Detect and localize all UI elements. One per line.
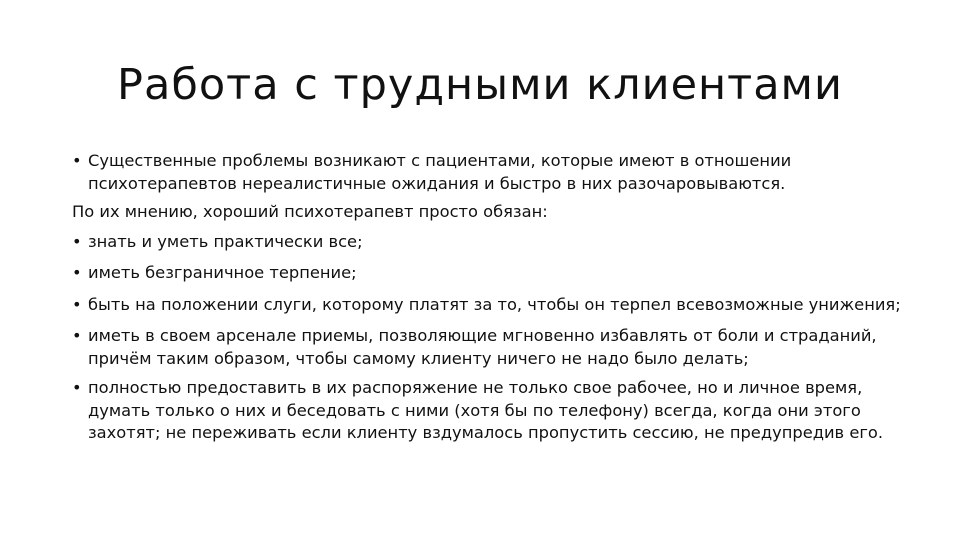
bullet-marker: •	[72, 378, 82, 397]
list-item-text: быть на положении слуги, которому платят за то, чтобы он терпел всевозможные унижения;	[88, 294, 901, 314]
slide-body	[72, 150, 902, 445]
lead-in-paragraph	[72, 201, 902, 224]
list-item	[72, 294, 902, 317]
list-item-text: полностью предоставить в их распоряжение не только свое рабочее, но и личное время, думать только о них и беседовать с ними (хотя бы по телефону) всегда, когда они этого захотят; не переживать если клиенту вздумалось пропустить сессию, не предупредив его.	[88, 378, 884, 442]
list-item	[72, 231, 902, 254]
bullet-marker: •	[72, 151, 82, 170]
list-item	[72, 377, 902, 445]
intro-bullet	[72, 150, 902, 195]
list-item-text: иметь безграничное терпение;	[88, 263, 357, 282]
list-item-text: знать и уметь практически все;	[88, 231, 363, 251]
list-item	[72, 262, 902, 285]
list-item-text: иметь в своем арсенале приемы, позволяющие мгновенно избавлять от боли и страданий, причём таким образом, чтобы самому клиенту ничего не надо было делать;	[88, 326, 877, 368]
lead-in-text: По их мнению, хороший психотерапевт просто обязан:	[72, 202, 548, 221]
bullet-marker: •	[72, 294, 82, 314]
bullet-marker: •	[72, 326, 82, 345]
intro-bullet-text: Существенные проблемы возникают с пациентами, которые имеют в отношении психотерапевтов нереалистичные ожидания и быстро в них разочаровываются.	[88, 151, 792, 193]
bullet-marker: •	[72, 263, 82, 282]
slide-title: Работа с трудными клиентами	[117, 60, 843, 110]
list-item	[72, 325, 902, 370]
bullet-marker: •	[72, 231, 82, 251]
